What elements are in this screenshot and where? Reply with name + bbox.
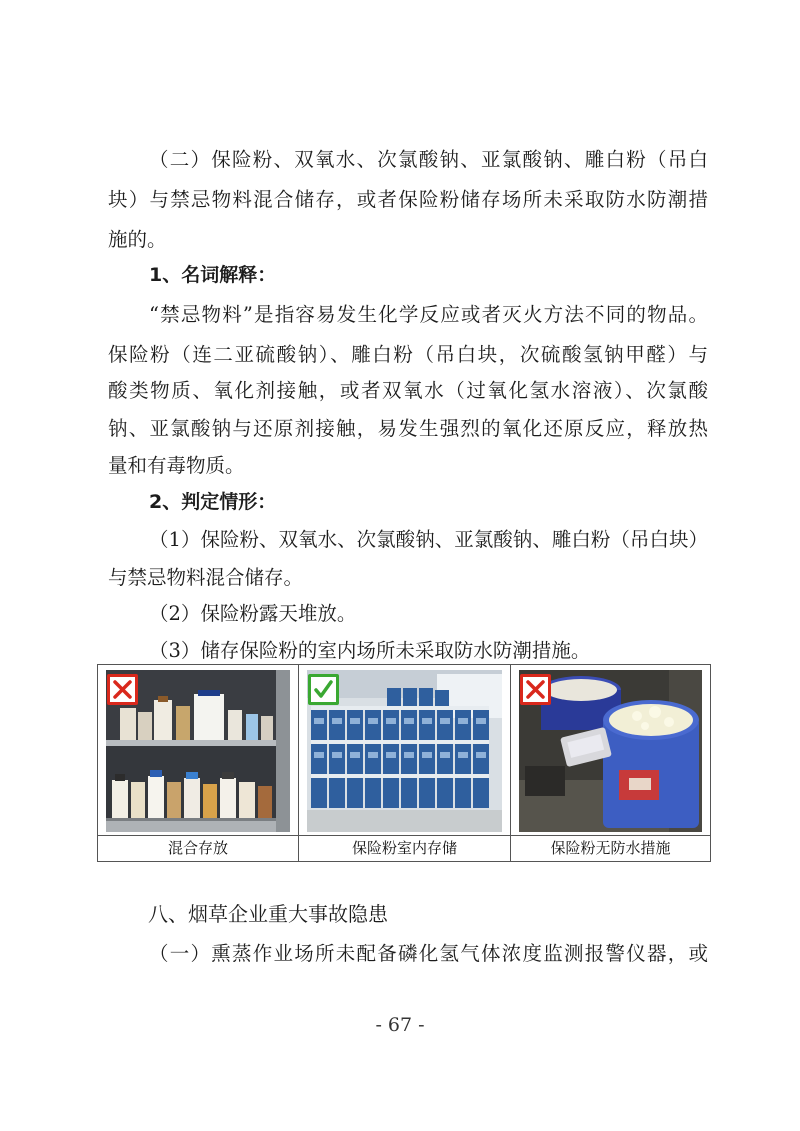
figure-caption: 保险粉室内存储: [299, 835, 510, 861]
subheading-criteria: 2、判定情形：: [149, 491, 277, 513]
example-photo-figure: [97, 664, 711, 862]
cross-icon: [107, 674, 138, 705]
paragraph-line: 保险粉（连二亚硫酸钠）、雕白粉（吊白块，次硫酸氢钠甲醛）与: [108, 343, 708, 366]
paragraph-line: 酸类物质、氧化剂接触，或者双氧水（过氧化氢水溶液）、次氯酸: [108, 379, 708, 402]
paragraph-line: “禁忌物料”是指容易发生化学反应或者灭火方法不同的物品。: [149, 303, 708, 326]
figure-panel-mixed-storage: [98, 665, 299, 861]
paragraph-line: （二）保险粉、双氧水、次氯酸钠、亚氯酸钠、雕白粉（吊白: [149, 148, 708, 171]
figure-panel-no-waterproofing: [511, 665, 710, 861]
figure-panel-indoor-storage: [299, 665, 511, 861]
paragraph-line: （3）储存保险粉的室内场所未采取防水防潮措施。: [149, 639, 591, 662]
figure-caption: 保险粉无防水措施: [511, 835, 710, 861]
paragraph-line: 钠、亚氯酸钠与还原剂接触，易发生强烈的氧化还原反应，释放热: [108, 417, 708, 440]
check-icon: [308, 674, 339, 705]
subheading-definitions: 1、名词解释：: [149, 264, 277, 286]
paragraph-line: 块）与禁忌物料混合储存，或者保险粉储存场所未采取防水防潮措: [108, 188, 708, 211]
page-number: - 67 -: [375, 1014, 425, 1036]
paragraph-line: （2）保险粉露天堆放。: [149, 602, 357, 625]
paragraph-line: 施的。: [108, 228, 167, 251]
section-heading: 八、烟草企业重大事故隐患: [148, 902, 388, 926]
paragraph-line: （1）保险粉、双氧水、次氯酸钠、亚氯酸钠、雕白粉（吊白块）: [149, 528, 708, 551]
paragraph-line: 与禁忌物料混合储存。: [108, 566, 304, 589]
figure-caption: 混合存放: [98, 835, 298, 861]
paragraph-line: （一）熏蒸作业场所未配备磷化氢气体浓度监测报警仪器，或: [149, 942, 708, 965]
paragraph-line: 量和有毒物质。: [108, 454, 245, 477]
cross-icon: [520, 674, 551, 705]
